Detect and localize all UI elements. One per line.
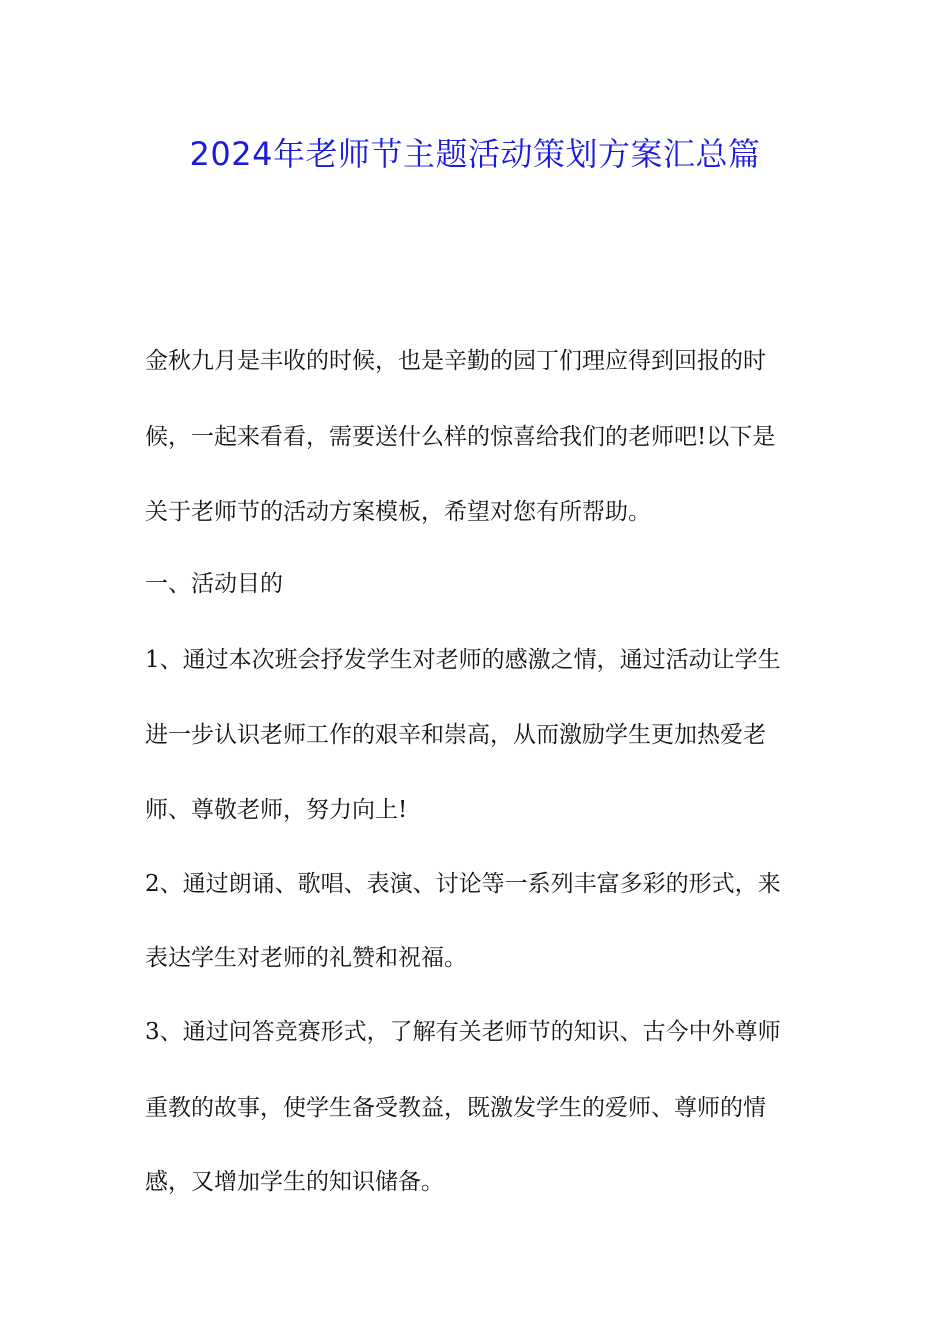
list-item-line: 师、尊敬老师，努力向上! [145, 797, 408, 823]
list-item-line: 表达学生对老师的礼赞和祝福。 [145, 945, 467, 971]
paragraph-line: 金秋九月是丰收的时候，也是辛勤的园丁们理应得到回报的时 [145, 348, 766, 374]
list-item-line: 感，又增加学生的知识储备。 [145, 1169, 444, 1195]
list-item-line: 重教的故事，使学生备受教益，既激发学生的爱师、尊师的情 [145, 1095, 766, 1121]
section-heading: 一、活动目的 [145, 571, 283, 597]
paragraph-line: 关于老师节的活动方案模板，希望对您有所帮助。 [145, 499, 651, 525]
paragraph-line: 候，一起来看看，需要送什么样的惊喜给我们的老师吧!以下是 [145, 424, 776, 450]
list-item-line: 3、通过问答竞赛形式，了解有关老师节的知识、古今中外尊师 [145, 1019, 781, 1045]
list-item-line: 2、通过朗诵、歌唱、表演、讨论等一系列丰富多彩的形式，来 [145, 871, 781, 897]
document-title: 2024年老师节主题活动策划方案汇总篇 [189, 135, 761, 173]
list-item-line: 进一步认识老师工作的艰辛和崇高，从而激励学生更加热爱老 [145, 722, 766, 748]
list-item-line: 1、通过本次班会抒发学生对老师的感激之情，通过活动让学生 [145, 647, 781, 673]
